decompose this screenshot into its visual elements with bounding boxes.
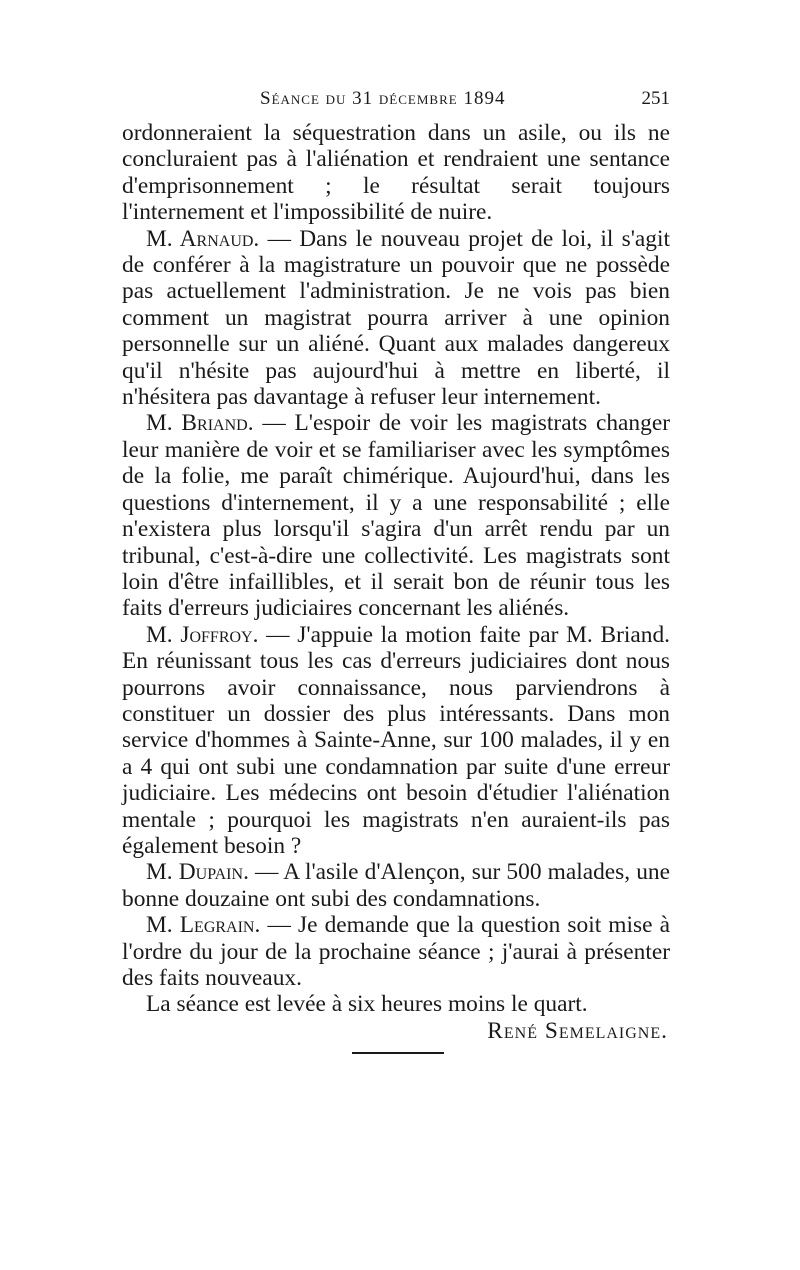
- speaker-name: M. Arnaud.: [146, 225, 260, 252]
- paragraph-dupain: [122, 859, 670, 912]
- speaker-name: M. Briand.: [146, 410, 254, 437]
- paragraph-continuation: [122, 120, 670, 226]
- paragraph-text: — Dans le nouveau projet de loi, il s'agit de conférer à la magistrature un pouvoir que ne possède pas actuellement l'administration. Je ne vois pas bien comment un magistrat pourra arriver à une opinion personnelle sur un aliéné. Quant aux malades dangereux qu'il n'hésite pas aujourd'hui à mettre en liberté, il n'hésitera pas davantage à refuser leur internement.: [122, 225, 670, 411]
- running-title: Séance du 31 décembre 1894: [260, 88, 506, 109]
- speaker-name: M. Dupain.: [146, 859, 249, 886]
- speaker-name: M. Joffroy.: [146, 621, 259, 648]
- speaker-name: M. Legrain.: [146, 912, 261, 939]
- paragraph-briand: [122, 410, 670, 621]
- paragraph-arnaud: [122, 226, 670, 411]
- book-page: [122, 86, 670, 1044]
- paragraph-text: — Je demande que la question soit mise à l'ordre du jour de la prochaine séance ; j'aurai à présenter des faits nouveaux.: [122, 912, 670, 991]
- paragraph-joffroy: [122, 622, 670, 860]
- section-end-rule: [352, 1052, 444, 1054]
- paragraph-closing: [122, 991, 670, 1017]
- body-text: [122, 120, 670, 1018]
- paragraph-text: La séance est levée à six heures moins le quart.: [146, 991, 588, 1018]
- paragraph-text: — L'espoir de voir les magistrats changer leur manière de voir et se familiariser avec les symptômes de la folie, me paraît chimérique. Aujourd'hui, dans les questions d'internement, il y a une responsabilité ; elle n'existera plus lorsqu'il s'agira d'un arrêt rendu par un tribunal, c'est-à-dire une collectivité. Les magistrats sont loin d'être infaillibles, et il serait bon de réunir tous les faits d'erreurs judiciaires concernant les aliénés.: [122, 410, 670, 622]
- paragraph-legrain: [122, 912, 670, 991]
- paragraph-text: — J'appuie la motion faite par M. Briand. En réunissant tous les cas d'erreurs judiciaires dont nous pourrons avoir connaissance, nous parviendrons à constituer un dossier des plus intéressants. Dans mon service d'hommes à Sainte-Anne, sur 100 malades, il y en a 4 qui ont subi une condamnation par suite d'une erreur judiciaire. Les médecins ont besoin d'étudier l'aliénation mentale ; pourquoi les magistrats n'en auraient-ils pas également besoin ?: [122, 621, 670, 859]
- page-header: [122, 86, 670, 120]
- paragraph-text: ordonneraient la séquestration dans un asile, ou ils ne concluraient pas à l'aliénation et rendraient une sentance d'emprisonnement ; le résultat serait toujours l'internement et l'impossibilité de nuire.: [122, 120, 670, 226]
- signature: René Semelaigne.: [487, 1017, 668, 1044]
- page-number: 251: [641, 88, 670, 109]
- paragraph-text: — A l'asile d'Alençon, sur 500 malades, une bonne douzaine ont subi des condamnations.: [122, 859, 670, 912]
